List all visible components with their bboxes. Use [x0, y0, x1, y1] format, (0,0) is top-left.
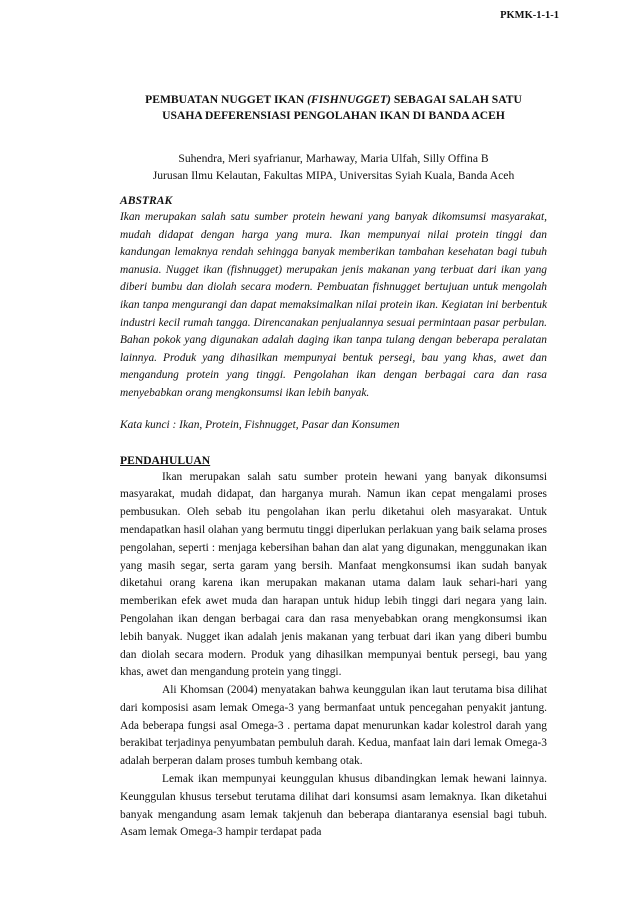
affiliation: Jurusan Ilmu Kelautan, Fakultas MIPA, Universitas Syiah Kuala, Banda Aceh	[152, 169, 515, 182]
title-line1-post: SEBAGAI SALAH SATU	[390, 93, 522, 106]
paragraph-2: Ali Khomsan (2004) menyatakan bahwa keunggulan ikan laut terutama bisa dilihat dari komposisi asam lemak Omega-3 yang bermanfaat untuk pencegahan penyakit jantung. Ada beberapa fungsi asal Omega-3 . pertama dapat menurunkan kadar kolestrol darah yang berakibat terjadinya penyumbatan pembuluh darah. Kedua, manfaat lain dari lemak Omega-3 adalah berperan dalam proses tumbuh kembang otak.	[120, 684, 547, 768]
section-heading	[120, 452, 547, 469]
paragraph-3: Lemak ikan mempunyai keunggulan khusus dibandingkan lemak hewani lainnya. Keunggulan khusus tersebut terutama dilihat dari konsumsi asam lemaknya. Ikan diketahui banyak mengandung asam lemak takjenuh dan beberapa diantaranya esensial bagi tubuh. Asam lemak Omega-3 hampir terdapat pada	[120, 773, 547, 839]
abstract-heading: ABSTRAK	[120, 194, 173, 207]
abstract-body: Ikan merupakan salah satu sumber protein hewani yang banyak dikomsumsi masyarakat, mudah didapat dengan harga yang mura. Ikan mempunyai nilai protein tinggi dan kandungan lemaknya rendah sehingga banyak memberikan tambahan kesehatan bagi tubuh manusia. Nugget ikan (fishnugget) merupakan jenis makanan yang terbuat dari ikan yang diberi bumbu dan diolah secara modern. Pembuatan fishnugget bertujuan untuk mengolah ikan tanpa mengurangi dan dapat memaksimalkan nilai protein ikan. Kegiatan ini berbentuk industri kecil rumah tangga. Direncanakan penjualannya sesuai permintaan pasar perbulan. Bahan pokok yang digunakan adalah daging ikan tanpa tulang dengan beberapa peralatan lainnya. Produk yang dihasilkan mempunyai bentuk persegi, bau yang khas, awet dan mengandung protein yang tinggi. Pengolahan ikan dengan berbagai cara dan rasa menyebabkan orang mengkonsumsi ikan lebih banyak.	[120, 211, 547, 399]
paragraph-1: Ikan merupakan salah satu sumber protein hewani yang banyak dikonsumsi masyarakat, mudah didapat, dan harganya murah. Namun ikan cepat mengalami proses pembusukan. Oleh sebab itu pengolahan ikan perlu diketahui oleh masyarakat. Untuk mendapatkan hasil olahan yang bermutu tinggi diperlukan perlakuan yang baik selama proses pengolahan, seperti : menjaga kebersihan bahan dan alat yang digunakan, menggunakan ikan yang masih segar, serta garam yang bersih. Manfaat mengkonsumsi ikan sudah banyak diketahui orang karena ikan merupakan makanan utama dalam lauk sehari-hari yang memberikan efek awet muda dan harapan untuk hidup lebih tinggi dari negara yang lain. Pengolahan ikan dengan berbagai cara dan rasa menyebabkan orang mengkonsumsi ikan lebih banyak. Nugget ikan adalah jenis makanan yang terbuat dari ikan yang diberi bumbu dan diolah secara modern. Produk yang dihasilkan mempunyai bentuk persegi, bau yang khas, awet dan mengandung protein yang tinggi.	[120, 470, 547, 679]
paper-title	[120, 92, 547, 124]
paper-content	[120, 92, 547, 842]
keywords: Kata kunci : Ikan, Protein, Fishnugget, Pasar dan Konsumen	[120, 418, 400, 431]
title-line2: USAHA DEFERENSIASI PENGOLAHAN IKAN DI BANDA ACEH	[162, 109, 505, 122]
title-line1-italic: (FISHNUGGET)	[307, 93, 391, 106]
document-code: PKMK-1-1-1	[500, 10, 559, 21]
section-heading-text: PENDAHULUAN	[120, 453, 211, 467]
authors: Suhendra, Meri syafrianur, Marhaway, Maria Ulfah, Silly Offina B	[178, 152, 489, 165]
title-line1-pre: PEMBUATAN NUGGET IKAN	[145, 93, 308, 106]
